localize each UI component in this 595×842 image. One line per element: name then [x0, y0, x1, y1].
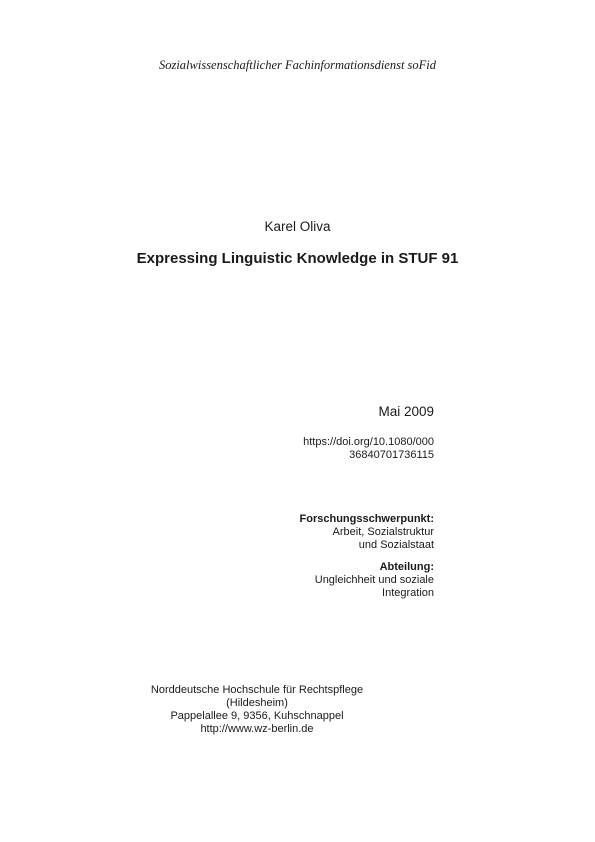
address-block	[122, 684, 392, 736]
institution-name: Norddeutsche Hochschule für Rechtspflege (Hildesheim)	[150, 684, 364, 709]
publication-date: Mai 2009	[378, 404, 434, 419]
research-focus-label: Forschungsschwerpunkt:	[299, 513, 434, 525]
department-line-1: Ungleichheit und soziale	[314, 574, 434, 586]
department-block	[315, 561, 434, 600]
source-header: Sozialwissenschaftlicher Fachinformationsdienst soFid	[158, 58, 437, 72]
research-focus-line-1: Arbeit, Sozialstruktur	[332, 526, 434, 538]
author-name: Karel Oliva	[264, 219, 331, 234]
website-link[interactable]: http://www.wz-berlin.de	[200, 723, 314, 735]
doi-line-2: 36840701736115	[349, 449, 434, 461]
research-focus-block	[300, 513, 434, 552]
street-address: Pappelallee 9, 9356, Kuhschnappel	[170, 710, 344, 722]
research-focus-line-2: und Sozialstaat	[358, 539, 434, 551]
department-label: Abteilung:	[379, 561, 434, 573]
doi-block	[303, 436, 434, 462]
department-line-2: Integration	[382, 587, 434, 599]
document-title: Expressing Linguistic Knowledge in STUF 91	[136, 250, 459, 267]
doi-line-1: https://doi.org/10.1080/000	[303, 436, 434, 448]
